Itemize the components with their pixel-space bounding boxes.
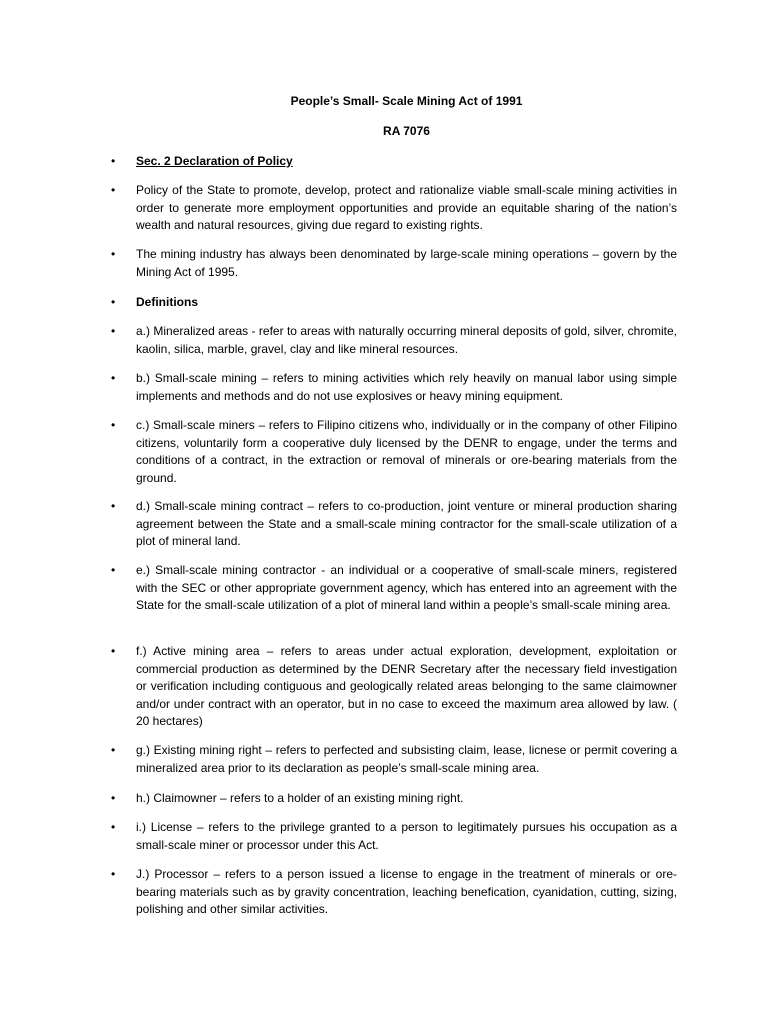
bullet-icon: • bbox=[111, 183, 116, 197]
bullet-icon: • bbox=[111, 418, 116, 432]
definition-text: h.) Claimowner – refers to a holder of an existing mining right. bbox=[136, 791, 464, 805]
bullet-icon: • bbox=[111, 295, 116, 309]
bullet-icon: • bbox=[111, 499, 116, 513]
bullet-icon: • bbox=[111, 563, 116, 577]
document-title: People’s Small- Scale Mining Act of 1991 bbox=[290, 94, 523, 108]
document-subtitle: RA 7076 bbox=[383, 124, 430, 138]
bullet-icon: • bbox=[111, 867, 116, 881]
definition-text: f.) Active mining area – refers to areas under actual exploration, development, exploitation or commercial production as determined by the DENR Secretary after the necessary field investigation or verification including contiguous and geologically related areas belonging to the same claimowner and/or under contract with an operator, but in no case to exceed the maximum area allowed by law. ( 20 hectares) bbox=[136, 644, 677, 728]
definition-text: c.) Small-scale miners – refers to Filipino citizens who, individually or in the company of other Filipino citizens, voluntarily form a cooperative duly licensed by the DENR to engage, under the terms and conditions of a contract, in the extraction or removal of minerals or ore-bearing materials from the ground. bbox=[136, 418, 677, 485]
definition-text: a.) Mineralized areas - refer to areas with naturally occurring mineral deposits of gold, silver, chromite, kaolin, silica, marble, gravel, clay and like mineral resources. bbox=[136, 324, 677, 356]
definition-text: g.) Existing mining right – refers to perfected and subsisting claim, lease, licnese or permit covering a mineralized area prior to its declaration as people’s small-scale mining area. bbox=[136, 743, 677, 775]
definition-text: e.) Small-scale mining contractor - an individual or a cooperative of small-scale miners, registered with the SEC or other appropriate government agency, which has entered into an agreement with the State for the small-scale utilization of a plot of mineral land within a people’s small-scale mining area. bbox=[136, 563, 677, 612]
section-heading: Definitions bbox=[136, 295, 198, 309]
definition-text: J.) Processor – refers to a person issued a license to engage in the treatment of minerals or ore-bearing materials such as by gravity concentration, leaching benefication, cyanidation, cutting, sizing, polishing and other similar activities. bbox=[136, 867, 677, 916]
bullet-icon: • bbox=[111, 820, 116, 834]
bullet-icon: • bbox=[111, 644, 116, 658]
definition-text: d.) Small-scale mining contract – refers to co-production, joint venture or mineral production sharing agreement between the State and a small-scale mining contractor for the small-scale utilization of a plot of mineral land. bbox=[136, 499, 677, 548]
definition-text: i.) License – refers to the privilege granted to a person to legitimately pursues his occupation as a small-scale miner or processor under this Act. bbox=[136, 820, 677, 852]
paragraph: The mining industry has always been denominated by large-scale mining operations – govern by the Mining Act of 1995. bbox=[136, 247, 677, 279]
definition-text: b.) Small-scale mining – refers to mining activities which rely heavily on manual labor using simple implements and methods and do not use explosives or heavy mining equipment. bbox=[136, 371, 677, 403]
bullet-icon: • bbox=[111, 371, 116, 385]
section-heading: Sec. 2 Declaration of Policy bbox=[136, 154, 293, 168]
bullet-icon: • bbox=[111, 791, 116, 805]
bullet-icon: • bbox=[111, 324, 116, 338]
bullet-icon: • bbox=[111, 247, 116, 261]
paragraph: Policy of the State to promote, develop, protect and rationalize viable small-scale mining activities in order to generate more employment opportunities and provide an equitable sharing of the nation’s wealth and natural resources, giving due regard to existing rights. bbox=[136, 183, 677, 232]
bullet-icon: • bbox=[111, 743, 116, 757]
bullet-icon: • bbox=[111, 154, 116, 168]
